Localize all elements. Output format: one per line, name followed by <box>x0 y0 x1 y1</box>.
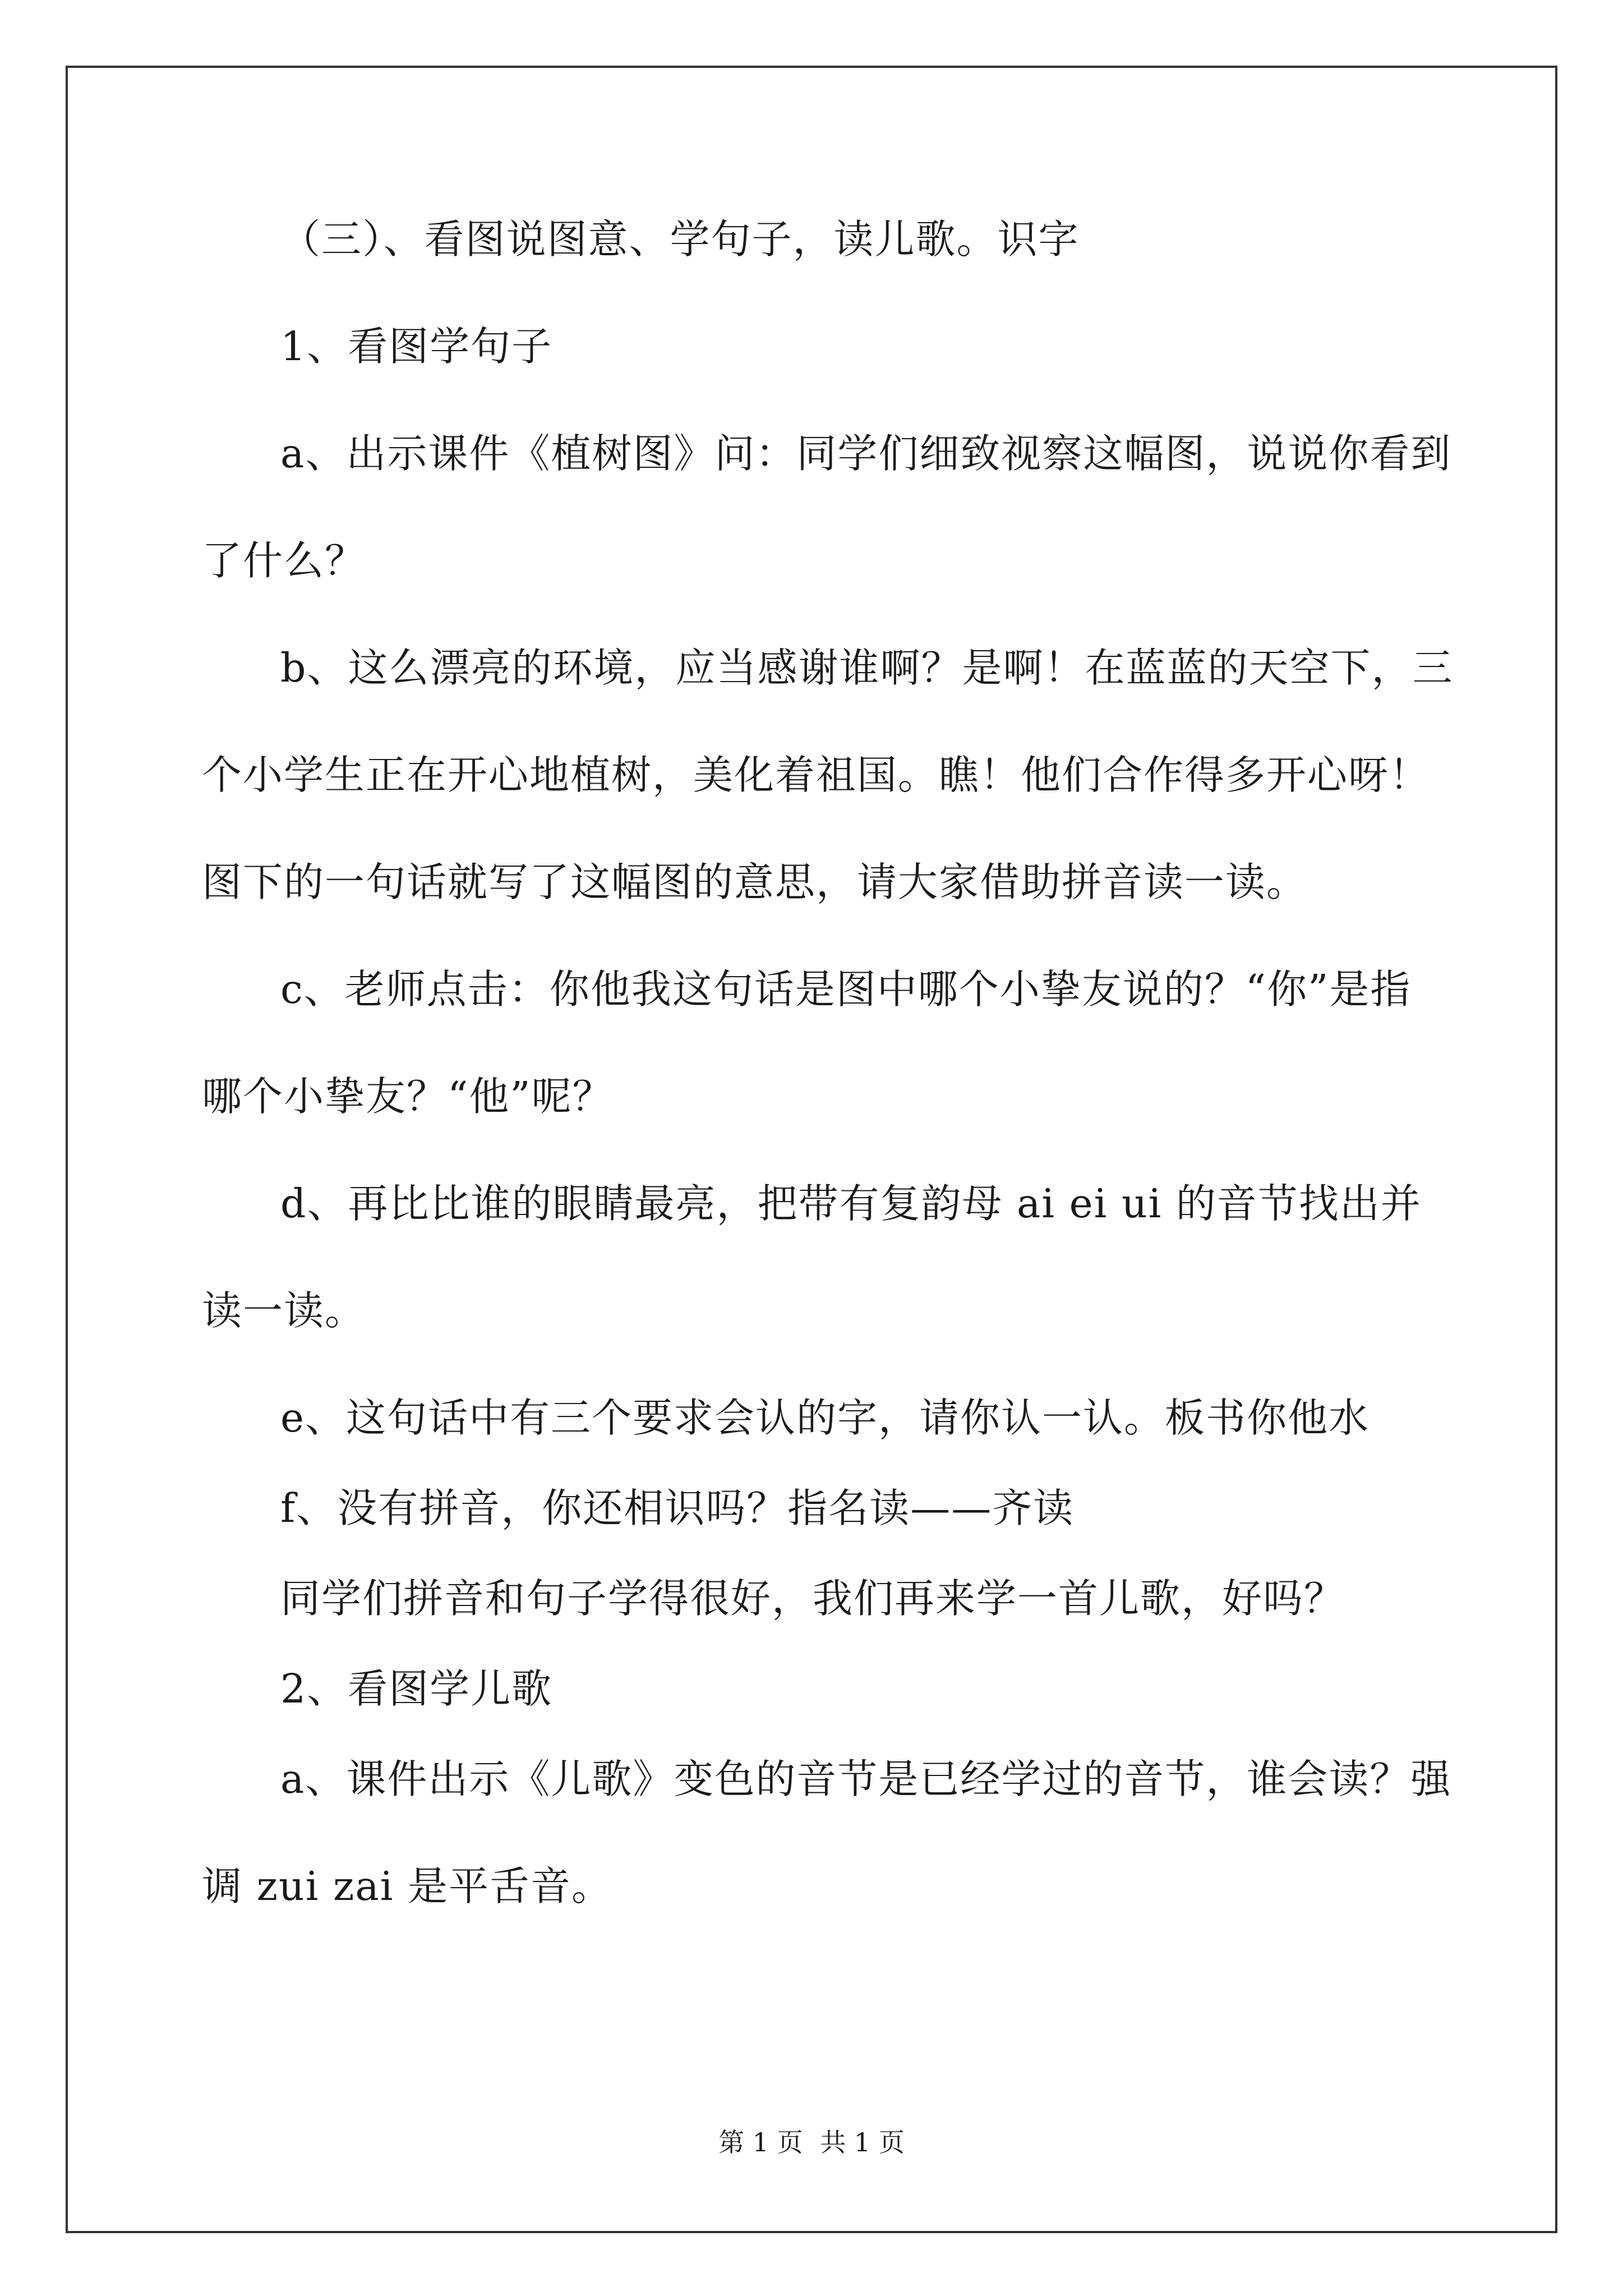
paragraph-f: f、没有拼音，你还相识吗？指名读——齐读 <box>280 1485 1075 1531</box>
paragraph-c-line-2: 哪个小挚友？“他”呢？ <box>202 1073 614 1120</box>
paragraph-b-line-1: b、这么漂亮的环境，应当感谢谁啊？是啊！在蓝蓝的天空下，三 <box>280 645 1454 691</box>
page-number: 第 1 页 <box>718 2127 803 2157</box>
paragraph-a-line-1: a、出示课件《植树图》问：同学们细致视察这幅图，说说你看到 <box>280 430 1452 477</box>
paragraph-section-heading: （三）、看图说图意、学句子，读儿歌。识字 <box>280 216 1080 263</box>
paragraph-d-line-1: d、再比比谁的眼睛最亮，把带有复韵母 ai ei ui 的音节找出并 <box>280 1180 1422 1227</box>
paragraph-subheading-2: 2、看图学儿歌 <box>280 1665 553 1712</box>
page-footer <box>0 2125 1623 2159</box>
document-body <box>202 213 1454 1913</box>
paragraph-b-line-2: 个小学生正在开心地植树，美化着祖国。瞧！他们合作得多开心呀！ <box>202 752 1431 798</box>
paragraph-transition: 同学们拼音和句子学得很好，我们再来学一首儿歌，好吗？ <box>280 1575 1345 1622</box>
paragraph-c-line-1: c、老师点击：你他我这句话是图中哪个小挚友说的？“你”是指 <box>280 966 1412 1013</box>
paragraph-subheading-1: 1、看图学句子 <box>280 323 553 370</box>
paragraph-e: e、这句话中有三个要求会认的字，请你认一认。板书你他水 <box>280 1395 1370 1441</box>
paragraph-d-line-2: 读一读。 <box>202 1287 366 1334</box>
page-total: 共 1 页 <box>820 2127 905 2157</box>
paragraph-a2-line-1: a、课件出示《儿歌》变色的音节是已经学过的音节，谁会读？强 <box>280 1756 1452 1802</box>
paragraph-a-line-2: 了什么？ <box>202 537 366 584</box>
paragraph-b-line-3: 图下的一句话就写了这幅图的意思，请大家借助拼音读一读。 <box>202 859 1308 905</box>
paragraph-a2-line-2: 调 zui zai 是平舌音。 <box>202 1863 612 1910</box>
